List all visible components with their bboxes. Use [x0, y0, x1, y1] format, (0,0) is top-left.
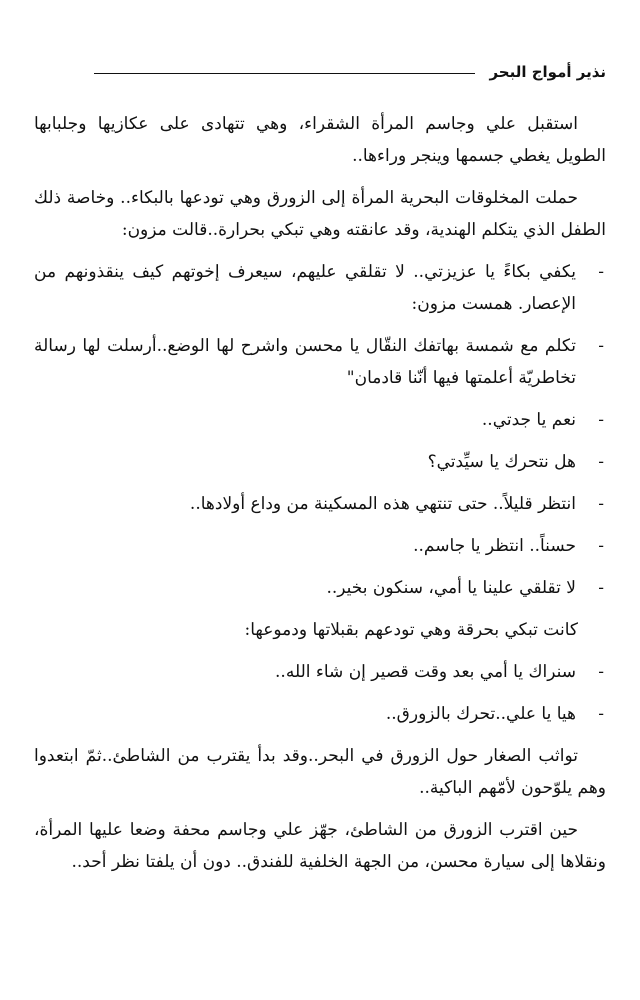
dialogue-line — [34, 330, 606, 394]
dialogue-line — [34, 656, 606, 688]
dialogue-line — [34, 572, 606, 604]
dialogue-line — [34, 446, 606, 478]
dialogue-dash: - — [598, 578, 604, 598]
dialogue-text: هل نتحرك يا سيِّدتي؟ — [427, 452, 576, 472]
dialogue-dash: - — [598, 452, 604, 472]
dialogue-text: نعم يا جدتي.. — [481, 410, 576, 430]
dialogue-dash: - — [598, 704, 604, 724]
paragraph: حملت المخلوقات البحرية المرأة إلى الزورق وهي تودعها بالبكاء.. وخاصة ذلك الطفل الذي يتكلم الهندية، وقد عانقته وهي تبكي بحرارة..قالت مزون: — [34, 188, 606, 240]
running-header — [94, 58, 606, 86]
dialogue-line — [34, 698, 606, 730]
dialogue-dash: - — [598, 336, 604, 356]
paragraph: حين اقترب الزورق من الشاطئ، جهّز علي وجاسم محفة وضعا عليها المرأة، ونقلاها إلى سيارة محسن، من الجهة الخلفية للفندق.. دون أن يلفتا نظر أحد.. — [34, 820, 606, 872]
header-rule — [94, 73, 475, 74]
dialogue-dash: - — [598, 662, 604, 682]
page-body — [34, 108, 606, 888]
dialogue-text: لا تقلقي علينا يا أمي، سنكون بخير.. — [326, 578, 576, 598]
dialogue-text: انتظر قليلاً.. حتى تنتهي هذه المسكينة من وداع أولادها.. — [189, 494, 576, 514]
dialogue-text: هيا يا علي..تحرك بالزورق.. — [385, 704, 576, 724]
dialogue-line — [34, 488, 606, 520]
dialogue-dash: - — [598, 536, 604, 556]
dialogue-dash: - — [598, 410, 604, 430]
dialogue-line — [34, 530, 606, 562]
dialogue-dash: - — [598, 494, 604, 514]
paragraph: استقبل علي وجاسم المرأة الشقراء، وهي تتهادى على عكازيها وجلبابها الطويل يغطي جسمها وينجر وراءها.. — [34, 114, 606, 166]
dialogue-text: سنراك يا أمي بعد وقت قصير إن شاء الله.. — [275, 662, 576, 682]
dialogue-line — [34, 256, 606, 320]
dialogue-text: تكلم مع شمسة بهاتفك النقّال يا محسن واشرح لها الوضع..أرسلت لها رسالة تخاطريّة أعلمتها فيها أنّنا قادمان" — [34, 336, 576, 388]
narration-line: كانت تبكي بحرقة وهي تودعهم بقبلاتها ودموعها: — [244, 620, 578, 640]
dialogue-text: حسناً.. انتظر يا جاسم.. — [413, 536, 576, 556]
dialogue-line — [34, 404, 606, 436]
dialogue-dash: - — [598, 262, 604, 282]
book-title: نذير أمواج البحر — [489, 63, 606, 81]
paragraph: تواثب الصغار حول الزورق في البحر..وقد بدأ يقترب من الشاطئ..ثمّ ابتعدوا وهم يلوّحون لأمّهم الباكية.. — [34, 746, 606, 798]
dialogue-text: يكفي بكاءً يا عزيزتي.. لا تقلقي عليهم، سيعرف إخوتهم كيف ينقذونهم من الإعصار. همست مزون: — [34, 262, 576, 314]
